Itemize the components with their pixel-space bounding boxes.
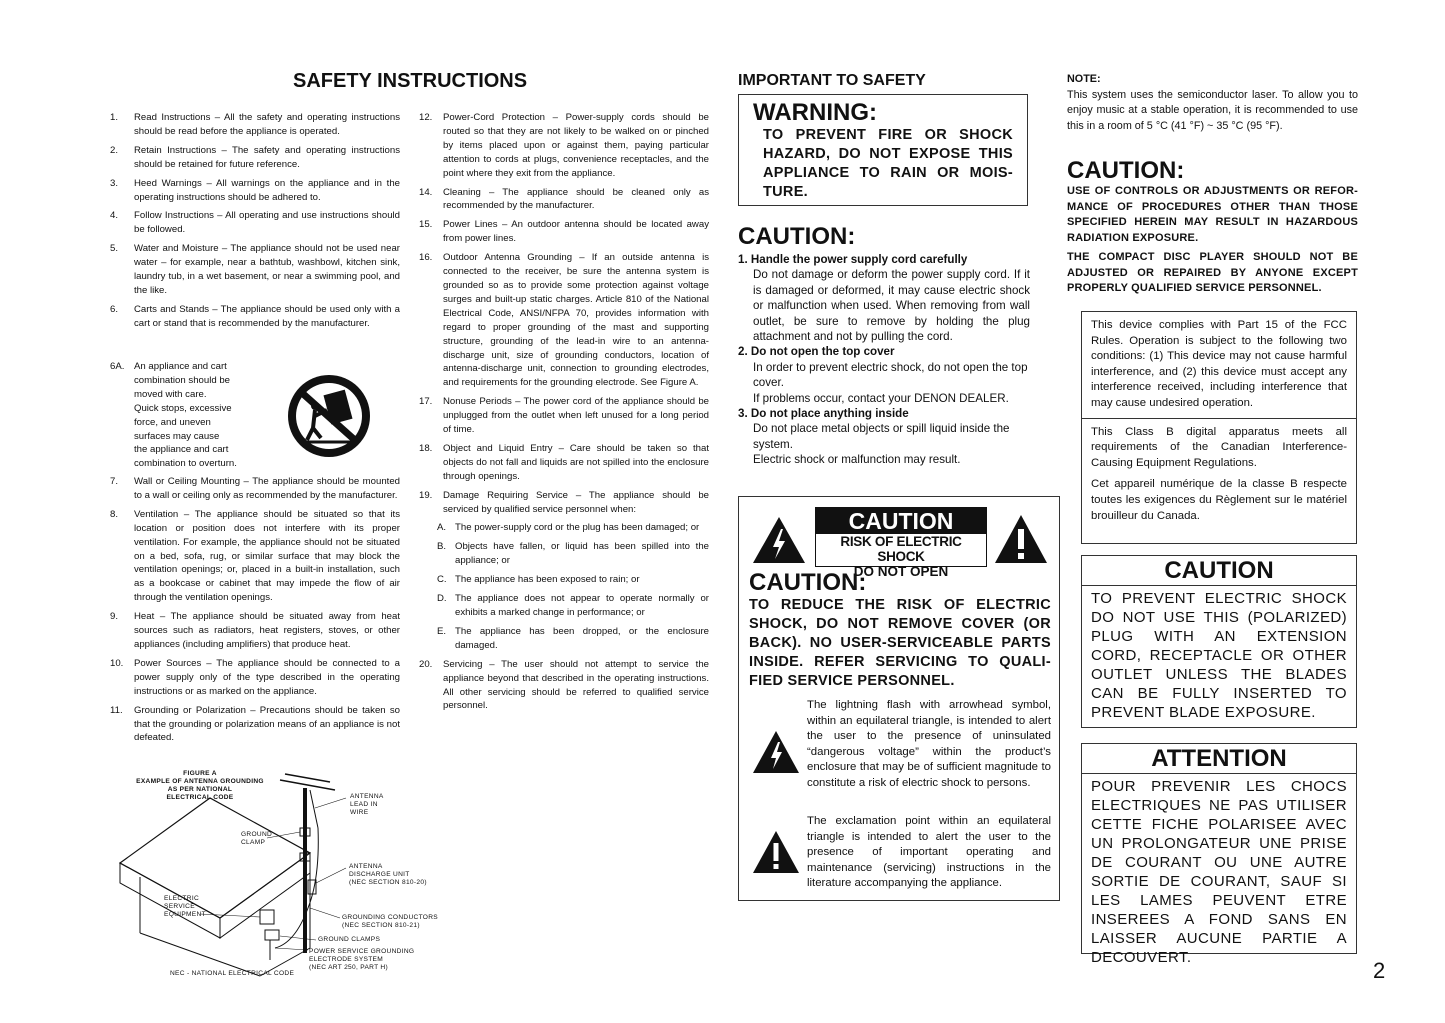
list-item-number: 4. [110, 210, 119, 222]
list-item-text: Power Lines – An outdoor antenna should be located away from power lines. [443, 219, 709, 245]
list-item-number: 17. [419, 396, 433, 408]
list-item [110, 508, 400, 605]
caution-2-text2: If problems occur, contact your DENON DEALER. [753, 391, 1009, 405]
text-line: DISCHARGE UNIT [349, 871, 410, 878]
item-6a-text [134, 360, 237, 471]
list-item-number: 14. [419, 186, 433, 198]
list-item-text: Object and Liquid Entry – Care should be taken so that objects do not fall and liquids are not spilled into the enclosure through openings. [443, 442, 709, 482]
list-item-number: 7. [110, 476, 119, 487]
list-item-text: Carts and Stands – The appliance should be used only with a cart or stand that is recommended by the manufacturer. [134, 303, 400, 329]
lightning-triangle-icon [751, 515, 807, 565]
list-item-number: 1. [110, 112, 119, 123]
list-item-number: 5. [110, 243, 119, 255]
risk-line-2: DO NOT OPEN [853, 564, 949, 579]
exclamation-symbol-icon [751, 829, 801, 875]
list-item [110, 144, 400, 172]
caution-list [738, 252, 1030, 468]
class-b-french: Cet appareil numérique de la classe B respecte toutes les exigences du Règlement sur le matériel brouilleur du Canada. [1091, 478, 1347, 522]
attention-title: ATTENTION [1082, 744, 1356, 774]
list-item [419, 251, 709, 390]
fcc-text: This device complies with Part 15 of the FCC Rules. Operation is subject to the following two conditions: (1) This device may not cause harmful interference, and (2) this device must accept any interference received, including interference that may cause undesired operation. [1091, 319, 1347, 409]
note-section [1067, 72, 1358, 134]
text-line: Quick stops, excessive [134, 402, 232, 414]
list-item [419, 592, 709, 620]
lightning-description: The lightning flash with arrowhead symbol, within an equilateral triangle, is intended to alert the user to the presence of uninsulated “dangerous voltage” within the product’s enclosure that may be of sufficient magnitude to constitute a risk of electric shock to persons. [807, 699, 1051, 789]
text-line: ANTENNA [350, 793, 384, 800]
note-text: This system uses the semiconductor laser. To allow you to enjoy music at a stable operation, it is recommended to use this in a room of 5 °C (41 °F) ~ 35 °C (95 °F). [1067, 88, 1358, 132]
list-item [419, 489, 709, 517]
lightning-symbol-icon [751, 729, 801, 775]
list-item-text: Grounding or Polarization – Precautions should be taken so that the grounding or polarization means of an appliance is not defeated. [134, 704, 400, 744]
class-b-english: This Class B digital apparatus meets all requirements of the Canadian Interference-Causing Equipment Regulations. [1091, 425, 1347, 469]
list-item [419, 442, 709, 484]
risk-line-1: RISK OF ELECTRIC SHOCK [840, 534, 962, 564]
list-item-number: 6. [110, 303, 119, 315]
list-item [419, 540, 709, 568]
list-item-number: 18. [419, 442, 433, 454]
text-line: EXAMPLE OF ANTENNA GROUNDING [136, 778, 264, 785]
caution-banner-title: CAUTION [816, 508, 986, 534]
list-item-number: 19. [419, 489, 433, 501]
text-line: CLAMP [241, 839, 266, 846]
list-item [419, 625, 709, 653]
list-item-text: Cleaning – The appliance should be cleaned only as recommended by the manufacturer. [443, 186, 709, 212]
text-line: moved with care. [134, 388, 207, 400]
list-item [419, 111, 709, 181]
text-line: ANTENNA [349, 863, 383, 870]
attention-box [1081, 743, 1357, 966]
list-item-text: Damage Requiring Service – The appliance should be serviced by qualified service personnel when: [443, 489, 709, 515]
exclamation-description: The exclamation point within an equilateral triangle is intended to alert the user to the presence of important operating and maintenance (servicing) instructions in the literature accompanying the appliance. [807, 815, 1051, 890]
text-line: (NEC SECTION 810-21) [342, 922, 420, 929]
attention-text: POUR PREVENIR LES CHOCS ELECTRIQUES NE PAS UTILISER CETTE FICHE POLARISEE AVEC UN PROLONGATEUR UNE PRISE DE COURANT OU UNE AUTRE SORTIE DE COURANT, SAUF SI LES LAMES PEUVENT ETRE INSEREES A FOND SANS EN LAISSER AUCUNE PARTIE A DECOUVERT. [1091, 778, 1347, 966]
safety-list-b [110, 475, 400, 750]
text-line: LEAD IN [350, 801, 378, 808]
caution-title: CAUTION: [738, 223, 856, 250]
safety-list-a [110, 111, 400, 336]
list-item-text: Nonuse Periods – The power cord of the appliance should be unplugged from the outlet when left unused for a long period of time. [443, 396, 709, 436]
grounding-conductors-label [342, 914, 438, 930]
text-line: GROUNDING CONDUCTORS [342, 914, 438, 921]
list-item-number: 3. [110, 177, 119, 189]
list-item [419, 521, 709, 535]
list-item-text: Follow Instructions – All operating and use instructions should be followed. [134, 210, 400, 236]
list-item-number: A. [437, 522, 447, 534]
list-item-text: The appliance does not appear to operate normally or exhibits a marked change in performance; or [455, 593, 709, 618]
polarized-caution-text: TO PREVENT ELECTRIC SHOCK DO NOT USE THIS (POLARIZED) PLUG WITH AN EXTENSION CORD, RECEPTACLE OR OTHER OUTLET UNLESS THE BLADES CAN BE FULLY INSERTED TO PREVENT BLADE EXPOSURE. [1091, 590, 1347, 721]
list-item-text: Heat – The appliance should be situated away from heat sources such as radiators, heat registers, stoves, or other appliances (including amplifiers) that produce heat. [134, 611, 400, 650]
list-item [110, 111, 400, 139]
list-item-number: C. [437, 574, 447, 586]
polarized-caution-box [1081, 555, 1357, 728]
safety-title: SAFETY INSTRUCTIONS [293, 70, 528, 92]
list-item-text: Servicing – The user should not attempt to service the appliance beyond that described in the operating instructions. All other servicing should be referred to qualified service personnel. [443, 658, 709, 712]
text-line: POWER SERVICE GROUNDING [309, 948, 415, 955]
list-item-number: 16. [419, 252, 433, 264]
item-6a [110, 360, 400, 472]
list-item-text: The power-supply cord or the plug has been damaged; or [455, 522, 700, 534]
list-item [419, 573, 709, 587]
list-item-text: Objects have fallen, or liquid has been spilled into the appliance; or [455, 541, 709, 567]
shock-label-box [738, 496, 1060, 901]
list-item-text: Ventilation – The appliance should be situated so that its location or position does not interfere with its proper ventilation. For example, the appliance should not be situated on a bed, sofa, rug, or similar surface that may block the ventilation openings; or, placed in a built-in installation, such as a bookcase or cabinet that may impede the flow of air through the ventilation openings. [134, 508, 400, 604]
text-line: combination should be [134, 374, 231, 386]
list-item-text: Outdoor Antenna Grounding – If an outside antenna is connected to the receiver, be sure the antenna system is grounded so as to provide some protection against voltage surges and built-up static charges. Article 810 of the National Electrical Code, ANSI/NFPA 70, provides information with regard to proper grounding of the mast and supporting structure, grounding of the lead-in wire to an antenna-discharge unit, size of grounding conductors, location of antenna-discharge unit, connection to grounding electrodes, and requirements for the grounding electrode. See Figure A. [443, 252, 709, 389]
list-item [419, 658, 709, 714]
label-caution-text: TO REDUCE THE RISK OF ELECTRIC SHOCK, DO NOT REMOVE COVER (OR BACK). NO USER-SERVICEABLE PARTS INSIDE. REFER SERVICING TO QUALI-FIED SERVICE PERSONNEL. [749, 597, 1051, 689]
caution-3-head: 3. Do not place anything inside [738, 407, 909, 421]
text-line: GROUND [241, 831, 273, 838]
text-line: WIRE [350, 809, 369, 816]
text-line: ELECTRIC [164, 895, 200, 902]
text-line: EQUIPMENT [164, 911, 206, 918]
power-service-label [309, 948, 414, 972]
list-item [110, 303, 400, 331]
list-item-text: The appliance has been dropped, or the enclosure damaged. [455, 625, 709, 651]
list-item-number: 20. [419, 658, 433, 670]
laser-caution-title: CAUTION: [1067, 157, 1185, 184]
text-line: An appliance and cart [134, 361, 227, 372]
list-item [419, 395, 709, 437]
caution-banner [815, 507, 987, 579]
list-item-text: The appliance has been exposed to rain; or [455, 574, 640, 586]
text-line: SERVICE [164, 903, 195, 910]
label-caution-title: CAUTION: [749, 569, 867, 596]
list-item-text: Wall or Ceiling Mounting – The appliance should be mounted to a wall or ceiling only as recommended by the manufacturer. [134, 476, 400, 501]
caution-1-text: Do not damage or deform the power supply cord. If it is damaged or deformed, it may cause electric shock or malfunction when used. When removing from wall outlet, be sure to remove by holding the plug attachment and not by pulling the cord. [753, 268, 1030, 344]
caution-2-text: In order to prevent electric shock, do not open the top cover. [753, 360, 1028, 390]
important-title: IMPORTANT TO SAFETY [738, 72, 926, 89]
ground-clamps-label: GROUND CLAMPS [318, 936, 381, 943]
warning-text: TO PREVENT FIRE OR SHOCK HAZARD, DO NOT EXPOSE THIS APPLIANCE TO RAIN OR MOIS-TURE. [763, 127, 1013, 200]
text-line: force, and uneven [134, 416, 211, 428]
electric-service-label [164, 895, 206, 919]
antenna-lead-label [350, 793, 384, 817]
text-line: ELECTRICAL CODE [166, 794, 234, 801]
list-item [110, 610, 400, 652]
fcc-divider [1082, 418, 1356, 419]
list-item [110, 177, 400, 205]
text-line: AS PER NATIONAL [167, 786, 233, 793]
list-item [110, 657, 400, 699]
cart-warning-icon [285, 372, 373, 460]
list-item-text: Read Instructions – All the safety and operating instructions should be read before the appliance is operated. [134, 112, 400, 137]
page-number: 2 [1373, 958, 1386, 983]
list-item [419, 218, 709, 246]
list-item-number: 2. [110, 144, 119, 156]
list-item [110, 704, 400, 746]
caution-3-text: Do not place metal objects or spill liquid inside the system. [753, 422, 1010, 451]
list-item [110, 209, 400, 237]
text-line: surfaces may cause [134, 430, 220, 442]
laser-caution-text-1: USE OF CONTROLS OR ADJUSTMENTS OR REFOR-MANCE OF PROCEDURES OTHER THAN THOSE SPECIFIED HEREIN MAY RESULT IN HAZARDOUS RADIATION EXPOSURE. [1067, 185, 1358, 244]
nec-label: NEC - NATIONAL ELECTRICAL CODE [170, 970, 295, 977]
list-item-number: 12. [419, 112, 433, 123]
text-line: ELECTRODE SYSTEM [309, 956, 384, 963]
discharge-unit-label [349, 863, 427, 887]
warning-box [738, 94, 1028, 206]
list-item-number: D. [437, 593, 447, 605]
polarized-caution-title: CAUTION [1082, 556, 1356, 586]
note-title: NOTE: [1067, 73, 1101, 85]
text-line: combination to overturn. [134, 458, 237, 470]
fcc-box [1081, 311, 1357, 544]
ground-clamp-label [241, 831, 272, 847]
list-item [110, 242, 400, 298]
list-item [419, 186, 709, 214]
item-6a-num: 6A. [110, 361, 125, 372]
text-line: the appliance and cart [134, 444, 229, 456]
list-item-number: 8. [110, 508, 119, 520]
caution-1-head: 1. Handle the power supply cord carefully [738, 253, 968, 266]
text-line: (NEC ART 250, PART H) [309, 964, 388, 971]
list-item-number: E. [437, 625, 447, 637]
text-line: FIGURE A [183, 770, 217, 777]
list-item-text: Water and Moisture – The appliance should not be used near water – for example, near a bathtub, washbowl, kitchen sink, laundry tub, in a wet basement, or near a swimming pool, and the like. [134, 243, 400, 296]
caution-3-text2: Electric shock or malfunction may result. [753, 453, 961, 467]
list-item-number: 10. [110, 657, 124, 669]
list-item-text: Power Sources – The appliance should be connected to a power supply only of the type described in the operating instructions or as marked on the appliance. [134, 657, 400, 697]
exclamation-triangle-icon [993, 513, 1049, 565]
list-item-text: Heed Warnings – All warnings on the appliance and in the operating instructions should be adhered to. [134, 177, 400, 203]
figure-title [130, 770, 270, 802]
list-item [110, 475, 400, 503]
text-line: (NEC SECTION 810-20) [349, 879, 427, 886]
list-item-number: 15. [419, 219, 433, 231]
warning-title: WARNING: [753, 99, 877, 126]
safety-list-c [419, 111, 709, 718]
list-item-text: Power-Cord Protection – Power-supply cords should be routed so that they are not likely to be walked on or pinched by items placed upon or against them, paying particular attention to cords at plugs, convenience receptacles, and the point where they exit from the appliance. [443, 112, 709, 179]
list-item-text: Retain Instructions – The safety and operating instructions should be retained for future reference. [134, 144, 400, 170]
list-item-number: B. [437, 541, 447, 553]
list-item-number: 9. [110, 611, 119, 623]
list-item-number: 11. [110, 704, 123, 716]
laser-caution-text-2: THE COMPACT DISC PLAYER SHOULD NOT BE ADJUSTED OR REPAIRED BY ANYONE EXCEPT PROPERLY QUALIFIED SERVICE PERSONNEL. [1067, 251, 1358, 295]
caution-2-head: 2. Do not open the top cover [738, 345, 895, 359]
